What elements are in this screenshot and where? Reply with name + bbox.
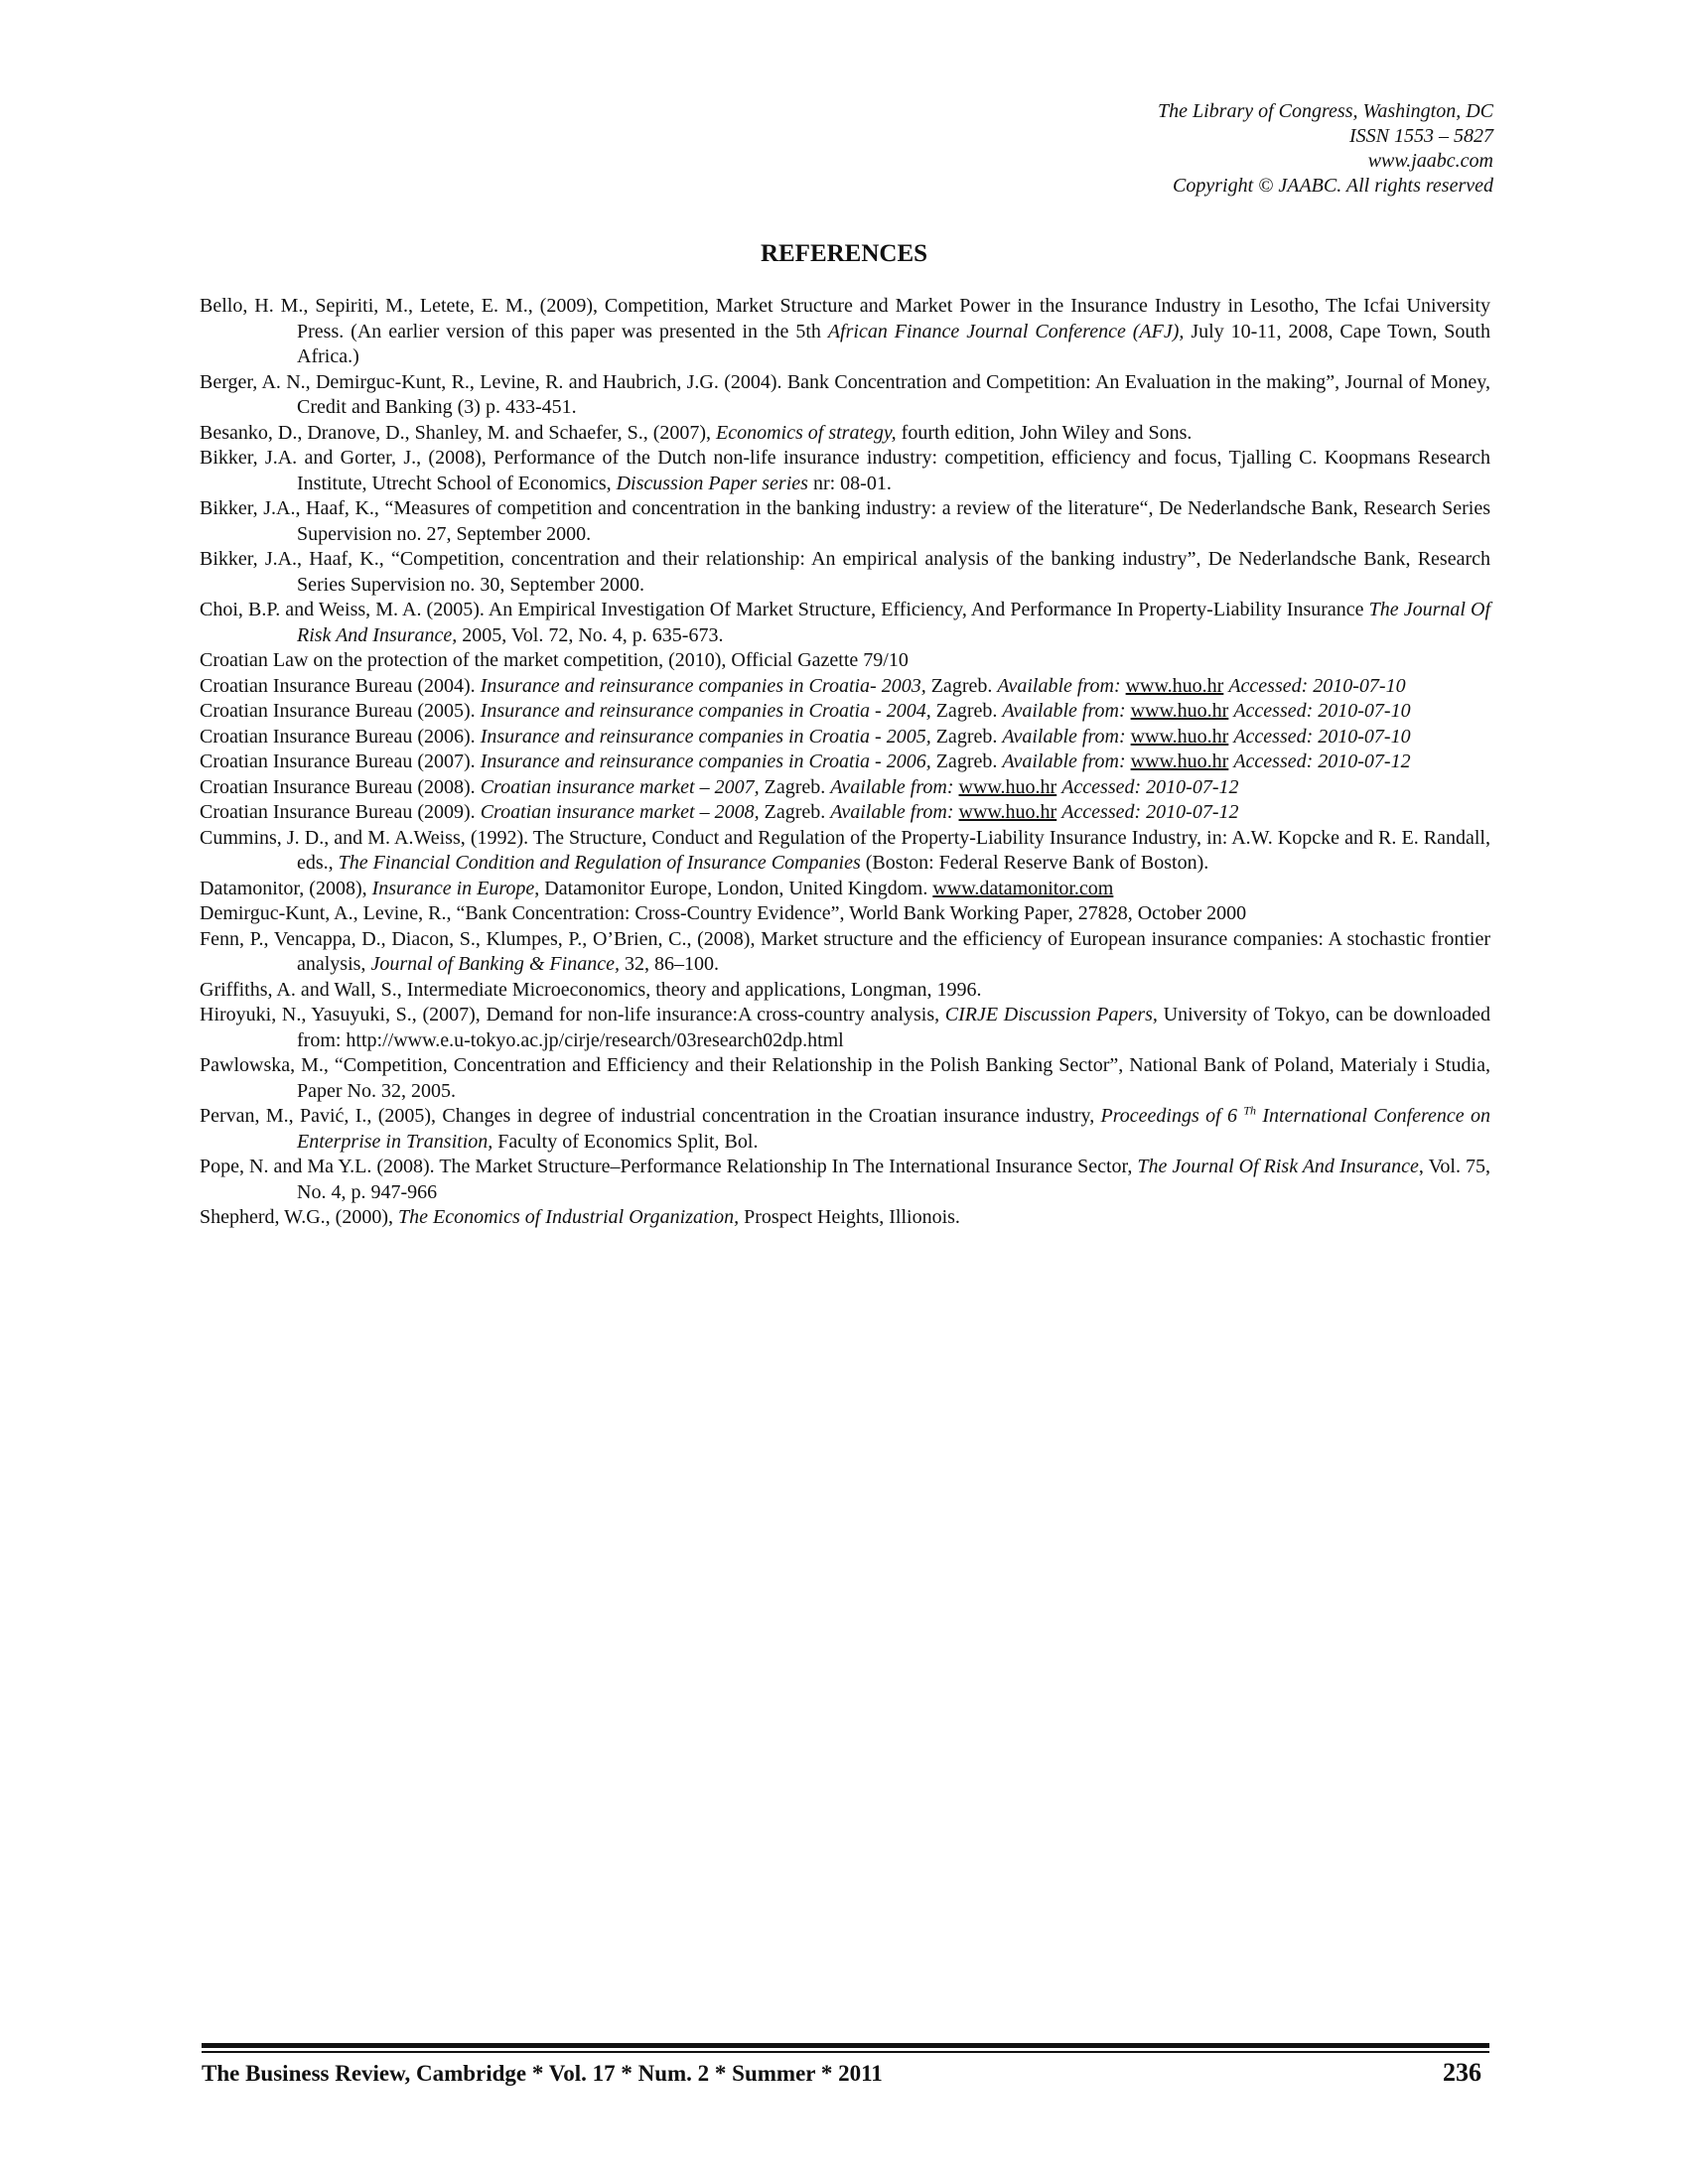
- italic-text: African Finance Journal Conference (AFJ),: [827, 320, 1185, 342]
- italic-text: Insurance and reinsurance companies in Croatia- 2003,: [480, 674, 926, 697]
- italic-text: Available from:: [830, 775, 954, 798]
- underlined-link[interactable]: www.huo.hr: [958, 775, 1057, 798]
- underlined-link[interactable]: www.huo.hr: [1130, 751, 1229, 772]
- italic-text: Journal of Banking & Finance,: [370, 953, 620, 975]
- reference-text: , Datamonitor Europe, London, United Kingdom.: [534, 877, 933, 899]
- reference-entry: [200, 446, 1490, 496]
- reference-text: Zagreb.: [930, 725, 1003, 748]
- reference-entry: [200, 1155, 1490, 1205]
- reference-entry: [200, 648, 1490, 674]
- underlined-link[interactable]: www.huo.hr: [1130, 725, 1229, 748]
- reference-text: Croatian Insurance Bureau (2007).: [200, 751, 481, 772]
- reference-entry: [200, 877, 1490, 902]
- reference-text: Pawlowska, M., “Competition, Concentration and Efficiency and their Relationship in the Polish Banking Sector”, National Bank of Poland, Materialy i Studia, Paper No. 32, 2005.: [200, 1054, 1490, 1102]
- reference-entry: [200, 547, 1490, 598]
- italic-text: Insurance and reinsurance companies in Croatia - 2006,: [480, 751, 931, 772]
- reference-text: Bikker, J.A., Haaf, K., “Measures of competition and concentration in the banking industry: a review of the literature“, De Nederlandsche Bank, Research Series Supervision no. 27, September 2000.: [200, 497, 1490, 545]
- reference-text: Datamonitor, (2008),: [200, 877, 372, 899]
- italic-text: Accessed: 2010-07-12: [1061, 801, 1239, 823]
- reference-text: Zagreb.: [759, 801, 831, 823]
- italic-text: Accessed: 2010-07-12: [1233, 751, 1411, 772]
- italic-text: The Journal Of Risk And Insurance: [1137, 1156, 1419, 1177]
- reference-entry: [200, 598, 1490, 648]
- italic-text: Accessed: 2010-07-10: [1228, 674, 1406, 697]
- reference-text: Berger, A. N., Demirguc-Kunt, R., Levine, R. and Haubrich, J.G. (2004). Bank Concentration and Competition: An Evaluation in the making”, Journal of Money, Credit and Banking (3) p. 433-451.: [200, 370, 1490, 418]
- reference-text: Demirguc-Kunt, A., Levine, R., “Bank Concentration: Cross-Country Evidence”, World Bank Working Paper, 27828, October 2000: [200, 902, 1247, 924]
- reference-entry: [200, 725, 1490, 751]
- page-title: REFERENCES: [760, 240, 928, 267]
- italic-text: Available from:: [997, 674, 1121, 697]
- reference-text: Shepherd, W.G., (2000),: [200, 1206, 398, 1228]
- reference-text: Croatian Insurance Bureau (2005).: [200, 700, 481, 722]
- reference-text: Croatian Insurance Bureau (2004).: [200, 674, 481, 697]
- reference-text: Bello, H. M., Sepiriti, M., Letete, E. M., (2009), Competition, Market Structure and Market Power in the Insurance Industry in Lesotho, The Icfai University Press. (An earlier version of this paper was presented in the 5th: [200, 295, 1490, 342]
- reference-text: Fenn, P., Vencappa, D., Diacon, S., Klumpes, P., O’Brien, C., (2008), Market structure and the efficiency of European insurance companies: A stochastic frontier analysis,: [200, 927, 1490, 975]
- underlined-link[interactable]: www.datamonitor.com: [932, 877, 1114, 899]
- header-website-line: www.jaabc.com: [1367, 150, 1493, 172]
- reference-text: (Boston: Federal Reserve Bank of Boston).: [860, 852, 1209, 874]
- italic-text: Croatian insurance market – 2008,: [480, 801, 760, 823]
- italic-text: Available from:: [1002, 751, 1126, 772]
- reference-text: Choi, B.P. and Weiss, M. A. (2005). An Empirical Investigation Of Market Structure, Efficiency, And Performance In Property-Liability Insurance: [200, 599, 1369, 620]
- reference-entry: [200, 294, 1490, 370]
- italic-text: Accessed: 2010-07-12: [1061, 775, 1239, 798]
- reference-text: Croatian Insurance Bureau (2006).: [200, 725, 481, 748]
- footer-rule-thin: [202, 2051, 1489, 2053]
- italic-text: CIRJE Discussion Papers,: [944, 1004, 1158, 1025]
- reference-text: Zagreb.: [930, 700, 1003, 722]
- italic-text: Accessed: 2010-07-10: [1233, 725, 1411, 748]
- reference-text: Croatian Insurance Bureau (2008).: [200, 775, 481, 798]
- superscript-text: Th: [1243, 1103, 1257, 1118]
- reference-text: Zagreb.: [759, 775, 831, 798]
- italic-text: The Financial Condition and Regulation of Insurance Companies: [338, 852, 861, 874]
- italic-text: Available from:: [830, 801, 954, 823]
- reference-entry: [200, 1205, 1490, 1231]
- italic-text: International Conference on Enterprise in Transition,: [297, 1105, 1490, 1153]
- journal-header: [1158, 99, 1493, 199]
- reference-entry: [200, 1003, 1490, 1053]
- reference-entry: [200, 674, 1490, 700]
- italic-text: Insurance and reinsurance companies in Croatia - 2005,: [480, 725, 931, 748]
- page-number: 236: [1443, 2058, 1481, 2087]
- underlined-link[interactable]: www.huo.hr: [1130, 700, 1229, 722]
- reference-entry: [200, 978, 1490, 1004]
- italic-text: Croatian insurance market – 2007,: [480, 775, 760, 798]
- reference-text: July 10-11, 2008, Cape Town, South Africa.): [297, 320, 1490, 367]
- reference-text: Prospect Heights, Illionois.: [739, 1206, 960, 1228]
- reference-entry: [200, 927, 1490, 978]
- reference-entry: [200, 826, 1490, 877]
- reference-entry: [200, 496, 1490, 547]
- reference-text: Zagreb.: [930, 751, 1003, 772]
- reference-text: Hiroyuki, N., Yasuyuki, S., (2007), Demand for non-life insurance:A cross-country analysis,: [200, 1004, 945, 1025]
- italic-text: Proceedings of 6: [1100, 1105, 1244, 1127]
- header-library-line: The Library of Congress, Washington, DC: [1157, 100, 1493, 122]
- footer-journal-info: The Business Review, Cambridge * Vol. 17 * Num. 2 * Summer * 2011: [202, 2061, 883, 2086]
- italic-text: Insurance and reinsurance companies in Croatia - 2004,: [480, 700, 931, 722]
- header-copyright-line: Copyright © JAABC. All rights reserved: [1173, 175, 1493, 197]
- reference-entry: [200, 800, 1490, 826]
- reference-entry: [200, 370, 1490, 421]
- reference-text: Croatian Insurance Bureau (2009).: [200, 801, 481, 823]
- italic-text: The Economics of Industrial Organization,: [397, 1206, 740, 1228]
- italic-text: Discussion Paper series: [616, 472, 808, 494]
- reference-text: 32, 86–100.: [619, 953, 719, 975]
- reference-list: [200, 294, 1490, 1231]
- reference-entry: [200, 750, 1490, 775]
- footer-rule-thick: [202, 2043, 1489, 2048]
- reference-text: Cummins, J. D., and M. A.Weiss, (1992). The Structure, Conduct and Regulation of the Property-Liability Insurance Industry, in: A.W. Kopcke and R. E. Randall, eds.,: [200, 826, 1490, 874]
- underlined-link[interactable]: www.huo.hr: [958, 801, 1057, 823]
- reference-text: Zagreb.: [925, 674, 998, 697]
- reference-text: Besanko, D., Dranove, D., Shanley, M. and Schaefer, S., (2007),: [200, 421, 717, 444]
- reference-text: Bikker, J.A. and Gorter, J., (2008), Performance of the Dutch non-life insurance industry: competition, efficiency and focus, Tjalling C. Koopmans Research Institute, Utrecht School of Economics,: [200, 447, 1490, 494]
- italic-text: Available from:: [1002, 725, 1126, 748]
- reference-entry: [200, 901, 1490, 927]
- italic-text: The Journal Of Risk And Insurance,: [297, 599, 1491, 646]
- reference-text: 2005, Vol. 72, No. 4, p. 635-673.: [457, 623, 724, 646]
- reference-text: fourth edition, John Wiley and Sons.: [896, 421, 1193, 444]
- italic-text: Accessed: 2010-07-10: [1233, 700, 1411, 722]
- reference-text: Pope, N. and Ma Y.L. (2008). The Market Structure–Performance Relationship In The International Insurance Sector,: [200, 1156, 1138, 1177]
- reference-text: , Vol. 75, No. 4, p. 947-966: [297, 1156, 1490, 1203]
- reference-entry: [200, 1053, 1490, 1104]
- underlined-link[interactable]: www.huo.hr: [1125, 674, 1224, 697]
- reference-entry: [200, 775, 1490, 801]
- reference-text: Griffiths, A. and Wall, S., Intermediate Microeconomics, theory and applications, Longman, 1996.: [200, 978, 982, 1001]
- reference-entry: [200, 421, 1490, 447]
- reference-text: Faculty of Economics Split, Bol.: [492, 1130, 759, 1153]
- italic-text: Economics of strategy,: [716, 421, 897, 444]
- italic-text: Insurance in Europe: [371, 877, 535, 899]
- reference-text: nr: 08-01.: [807, 472, 892, 494]
- reference-entry: [200, 699, 1490, 725]
- reference-text: Bikker, J.A., Haaf, K., “Competition, concentration and their relationship: An empirical analysis of the banking industry”, De Nederlandsche Bank, Research Series Supervision no. 30, September 2000.: [200, 548, 1490, 596]
- reference-entry: [200, 1104, 1490, 1155]
- italic-text: Available from:: [1002, 700, 1126, 722]
- reference-text: Croatian Law on the protection of the market competition, (2010), Official Gazette 79/10: [200, 649, 909, 671]
- header-issn-line: ISSN 1553 – 5827: [1349, 125, 1493, 147]
- reference-text: University of Tokyo, can be downloaded from: http://www.e.u-tokyo.ac.jp/cirje/research/03research02dp.html: [297, 1004, 1490, 1051]
- reference-text: Pervan, M., Pavić, I., (2005), Changes in degree of industrial concentration in the Croatian insurance industry,: [200, 1105, 1101, 1127]
